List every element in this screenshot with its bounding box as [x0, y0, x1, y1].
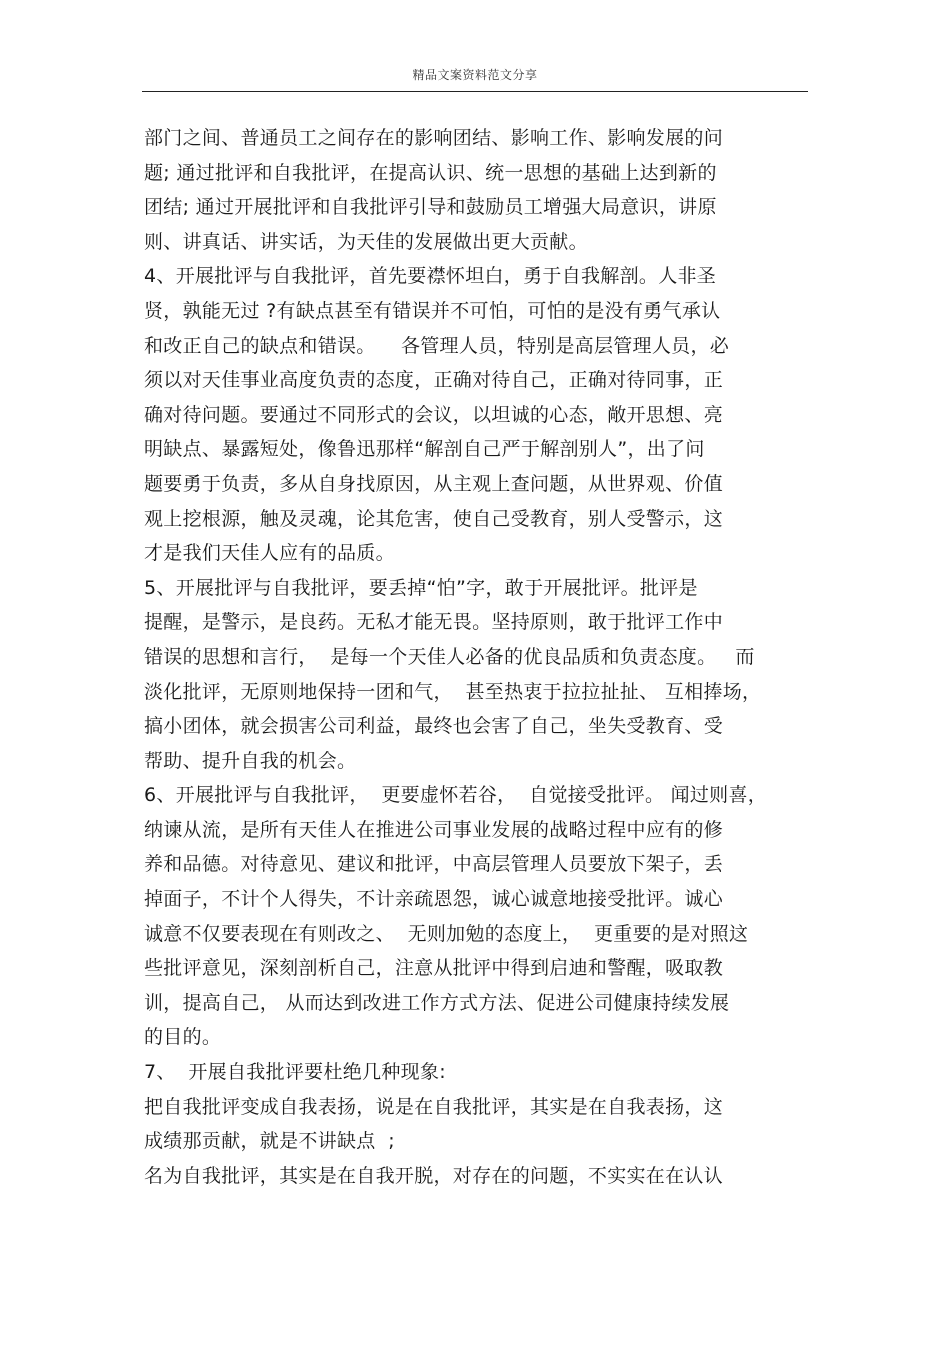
text-line: 4、开展批评与自我批评，首先要襟怀坦白，勇于自我解剖。人非圣 — [144, 265, 717, 288]
text-line: 才是我们天佳人应有的品质。 — [144, 542, 395, 565]
text-line: 掉面子，不计个人得失，不计亲疏恩怨，诚心诚意地接受批评。诚心 — [144, 888, 724, 911]
document-body — [144, 121, 814, 1193]
text-line: 诚意不仅要表现在有则改之、 无则加勉的态度上， 更重要的是对照这 — [144, 922, 749, 945]
text-line: 些批评意见，深刻剖析自己，注意从批评中得到启迪和警醒，吸取教 — [144, 957, 724, 980]
text-line: 题要勇于负责，多从自身找原因，从主观上查问题，从世界观、价值 — [144, 472, 724, 495]
text-line: 题; 通过批评和自我批评，在提高认识、统一思想的基础上达到新的 — [144, 161, 717, 184]
text-line: 和改正自己的缺点和错误。 各管理人员，特别是高层管理人员，必 — [144, 334, 730, 357]
text-line: 帮助、提升自我的机会。 — [144, 749, 357, 772]
text-line: 错误的思想和言行， 是每一个天佳人必备的优良品质和负责态度。 而 — [144, 645, 755, 668]
text-line: 训，提高自己， 从而达到改进工作方式方法、促进公司健康持续发展 — [144, 991, 730, 1014]
text-line: 则、讲真话、讲实话，为天佳的发展做出更大贡献。 — [144, 230, 588, 253]
text-line: 把自我批评变成自我表扬，说是在自我批评，其实是在自我表扬，这 — [144, 1095, 724, 1118]
text-line: 明缺点、暴露短处，像鲁迅那样“解剖自己严于解剖别人”，出了问 — [144, 438, 705, 461]
text-line: 提醒，是警示，是良药。无私才能无畏。坚持原则，敢于批评工作中 — [144, 611, 724, 634]
text-line: 名为自我批评，其实是在自我开脱，对存在的问题，不实实在在认认 — [144, 1164, 724, 1187]
text-line: 纳谏从流，是所有天佳人在推进公司事业发展的战略过程中应有的修 — [144, 818, 724, 841]
text-line: 搞小团体，就会损害公司利益，最终也会害了自己，坐失受教育、受 — [144, 715, 724, 738]
text-line: 淡化批评，无原则地保持一团和气， 甚至热衷于拉拉扯扯、 互相捧场， — [144, 680, 762, 703]
text-line: 确对待问题。要通过不同形式的会议，以坦诚的心态，敞开思想、亮 — [144, 403, 724, 426]
text-line: 养和品德。对待意见、建议和批评，中高层管理人员要放下架子，丢 — [144, 853, 724, 876]
text-line: 观上挖根源，触及灵魂，论其危害，使自己受教育，别人受警示，这 — [144, 507, 724, 530]
text-line: 须以对天佳事业高度负责的态度，正确对待自己，正确对待同事，正 — [144, 369, 724, 392]
text-line: 贤，孰能无过 ?有缺点甚至有错误并不可怕，可怕的是没有勇气承认 — [144, 299, 721, 322]
text-line: 5、开展批评与自我批评，要丢掉“怕”字，敢于开展批评。批评是 — [144, 576, 698, 599]
text-line: 6、开展批评与自我批评， 更要虚怀若谷， 自觉接受批评。 闻过则喜， — [144, 784, 768, 807]
page-header: 精品文案资料范文分享 — [412, 68, 538, 82]
text-line: 7、 开展自我批评要杜绝几种现象: — [144, 1061, 446, 1084]
text-line: 团结; 通过开展批评和自我批评引导和鼓励员工增强大局意识，讲原 — [144, 196, 717, 219]
text-line: 的目的。 — [144, 1026, 222, 1049]
text-line: 部门之间、普通员工之间存在的影响团结、影响工作、影响发展的问 — [144, 127, 724, 149]
text-line: 成绩那贡献，就是不讲缺点 ; — [144, 1130, 395, 1153]
header-divider — [142, 91, 808, 92]
